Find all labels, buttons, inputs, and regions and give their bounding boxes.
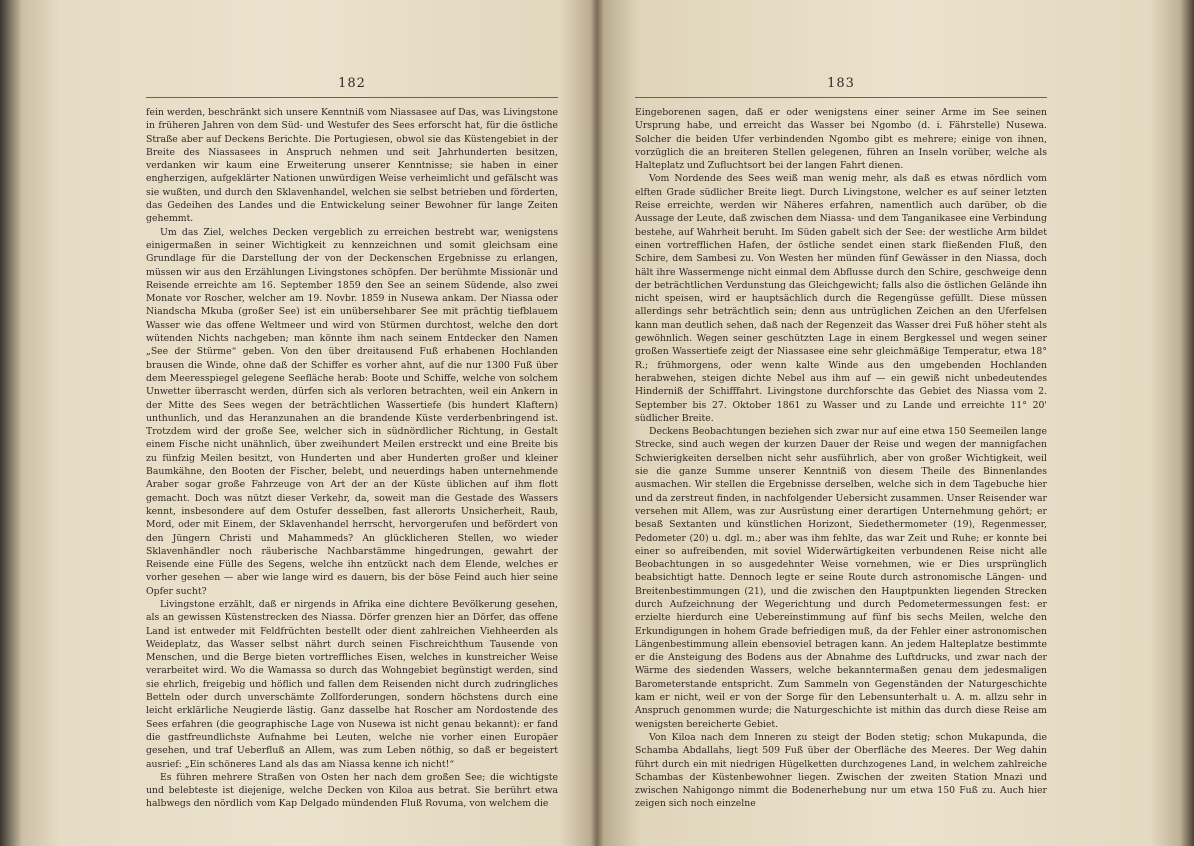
left-paragraph-1: fein werden, beschränkt sich unsere Kenntniß vom Niassasee auf Das, was Livingstone in früheren Jahren von dem Süd- und Westufer des Sees erforscht hat, für die östliche Straße aber auf Deckens Berichte. Die Portugiesen, obwol sie das Küstengebiet in der Breite des Niassasees in Anspruch nehmen und seit Jahrhunderten besitzen, verdanken wir kaum eine Erweiterung unserer Kenntnisse; sie haben in einer engherzigen, aufgeklärter Nationen unwürdigen Weise verheimlicht und gefälscht was sie wußten, und durch den Sklavenhandel, welchen sie selbst betrieben und förderten, das Gedeihen des Landes und die Entwickelung seiner Bewohner für lange Zeiten gehemmt. [146,107,558,225]
book-gutter [590,0,604,846]
right-paragraph-2: Vom Nordende des Sees weiß man wenig mehr, als daß es etwas nördlich vom elften Grade südlicher Breite liegt. Durch Livingstone, welcher es auf seiner letzten Reise erreichte, werden wir Näheres erfahren, namentlich auch darüber, ob die Aussage der Leute, daß zwischen dem Niassa- und dem Tanganikasee eine Verbindung bestehe, auf Wahrheit beruht. Im Süden gabelt sich der See: der westliche Arm bildet einen vortrefflichen Hafen, der östliche sendet einen stark fließenden Fluß, den Schire, dem Sambesi zu. Von Westen her münden fünf Gewässer in den Niassa, doch hält ihre Wassermenge nicht einmal dem Abflusse durch den Schire, geschweige denn der beträchtlichen Verdunstung das Gleichgewicht; falls also die östlichen Gelände ihn nicht speisen, wird er hauptsächlich durch die Regengüsse gefüllt. Diese müssen allerdings sehr beträchtlich sein; denn aus untrüglichen Zeichen an den Uferfelsen kann man deutlich sehen, daß nach der Regenzeit das Wasser drei Fuß höher steht als gewöhnlich. Wegen seiner geschützten Lage in einem Bergkessel und wegen seiner großen Wassertiefe zeigt der Niassasee eine sehr gleichmäßige Temperatur, etwa 18° R.; frühmorgens, oder wenn kalte Winde aus den umgebenden Hochlanden herabwehen, steigen dichte Nebel aus ihm auf — ein gewiß nicht unbedeutendes Hinderniß der Schifffahrt. Livingstone durchforschte das Gebiet des Niassa vom 2. September bis 27. Oktober 1861 zu Wasser und zu Lande und erreichte 11° 20' südlicher Breite. [635,173,1047,424]
right-paragraph-3: Deckens Beobachtungen beziehen sich zwar nur auf eine etwa 150 Seemeilen lange Strecke, sind auch wegen der kurzen Dauer der Reise und wegen der mannigfachen Schwierigkeiten derselben nicht sehr ausführlich, aber von großer Wichtigkeit, weil sie die ganze Summe unserer Kenntniß von diesem Theile des Binnenlandes ausmachen. Wir stellen die Ergebnisse derselben, welche sich in dem Tagebuche hier und da zerstreut finden, in nachfolgender Uebersicht zusammen. Unser Reisender war versehen mit Allem, was zur Ausrüstung einer derartigen Unternehmung gehört; er besaß Sextanten und künstlichen Horizont, Siedethermometer (19), Regenmesser, Pedometer (20) u. dgl. m.; aber was ihm fehlte, das war Zeit und Ruhe; er konnte bei einer so aufreibenden, mit soviel Widerwärtigkeiten verbundenen Reise nicht alle Beobachtungen in so ausgedehnter Weise vornehmen, wie er Dies ursprünglich beabsichtigt hatte. Dennoch legte er seine Route durch astronomische Längen- und Breitenbestimmungen (21), und die zwischen den Hauptpunkten liegenden Strecken durch Aufzeichnung der Wegerichtung und durch Pedometermessungen fest: er erzielte hierdurch eine Uebereinstimmung auf fünf bis sechs Meilen, welche den Erkundigungen in hohem Grade befriedigen muß, da der Fehler einer astronomischen Längenbestimmung allein ebensoviel betragen kann. An jedem Halteplatze bestimmte er die Ansteigung des Bodens aus der Abnahme des Luftdrucks, und zwar nach der Wärme des siedenden Wassers, welche bekanntermaßen genau dem jedesmaligen Barometerstande entspricht. Zum Sammeln von Gegenständen der Naturgeschichte kam er nicht, weil er von der Sorge für den Lebensunterhalt u. A. m. allzu sehr in Anspruch genommen wurde; die Naturgeschichte ist mithin das durch diese Reise am wenigsten bereicherte Gebiet. [635,426,1047,730]
right-paragraph-1: Eingeborenen sagen, daß er oder wenigstens einer seiner Arme im See seinen Ursprung habe, und erreicht das Wasser bei Ngombo (d. i. Fährstelle) Nusewa. Solcher die beiden Ufer verbindenden Ngombo gibt es mehrere; einige von ihnen, vorzüglich die an breiteren Stellen gelegenen, führen an Inseln vorüber, welche als Halteplatz und Zufluchtsort bei der langen Fahrt dienen. [635,107,1047,172]
right-page [635,76,1047,811]
left-page [146,76,558,811]
left-paragraph-3: Livingstone erzählt, daß er nirgends in Afrika eine dichtere Bevölkerung gesehen, als an gewissen Küstenstrecken des Niassa. Dörfer grenzen hier an Dörfer, das offene Land ist entweder mit Feldfrüchten bestellt oder dient zahlreichen Viehheerden als Weideplatz, das Wasser selbst nährt durch seinen Fischreichthum Tausende von Menschen, und die Berge bieten vortreffliches Eisen, welches in kunstreicher Weise verarbeitet wird. Wo die Wamassa so durch das Wohngebiet begünstigt werden, sind sie ehrlich, freigebig und höflich und fallen dem Reisenden nicht durch zudringliches Betteln oder durch unverschämte Zollforderungen, sondern höchstens durch eine leicht erklärliche Neugierde lästig. Ganz dasselbe hat Roscher am Nordostende des Sees erfahren (die geographische Lage von Nusewa ist nicht genau bekannt): er fand die gastfreundlichste Aufnahme bei Leuten, welche nie vorher einen Europäer gesehen, und traf Ueberfluß an Allem, was zum Leben nöthig, so daß er begeistert ausrief: „Ein schöneres Land als das am Niassa kenne ich nicht!“ [146,598,558,770]
left-paragraph-4: Es führen mehrere Straßen von Osten her nach dem großen See; die wichtigste und belebteste ist diejenige, welche Decken von Kiloa aus betrat. Sie berührt etwa halbwegs den nördlich vom Kap Delgado mündenden Fluß Rovuma, von welchem die [146,771,558,810]
right-paragraph-4: Von Kiloa nach dem Inneren zu steigt der Boden stetig; schon Mukapunda, die Schamba Abdallahs, liegt 509 Fuß über der Oberfläche des Meeres. Der Weg dahin führt durch ein mit niedrigen Hügelketten durchzogenes Land, in welchem zahlreiche Schambas der Küstenbewohner liegen. Zwischen der zweiten Station Mnazi und zwischen Nahigongo nimmt die Bodenerhebung nur um etwa 150 Fuß zu. Auch hier zeigen sich noch einzelne [635,731,1047,810]
right-page-number: 183 [635,76,1047,98]
left-page-number: 182 [146,76,558,98]
left-paragraph-2: Um das Ziel, welches Decken vergeblich zu erreichen bestrebt war, wenigstens einigermaßen in seiner Wichtigkeit zu kennzeichnen und somit gleichsam eine Grundlage für die Darstellung der von der Deckenschen Ergebnisse zu erlangen, müssen wir aus den Erzählungen Livingstones schöpfen. Der berühmte Missionär und Reisende erreichte am 16. September 1859 den See an seinem Südende, also zwei Monate vor Roscher, welcher am 19. Novbr. 1859 in Nusewa ankam. Der Niassa oder Niandscha Mkuba (großer See) ist ein unübersehbarer See mit prächtig tiefblauem Wasser wie das offene Weltmeer und wird von Stürmen durchtost, welche den dort wütenden Nichts nachgeben; man könnte ihm nach seinem Entdecker den Namen „See der Stürme“ geben. Von den über dreitausend Fuß erhabenen Hochlanden brausen die Winde, ohne daß der Schiffer es vorher ahnt, auf die nur 1300 Fuß über dem Meeresspiegel gelegene Seefläche herab: Boote und Schiffe, welche von solchem Unwetter überrascht werden, dürfen sich als verloren betrachten, weil ein Ankern in der Mitte des Sees wegen der beträchtlichen Wassertiefe (bis hundert Klaftern) unthunlich, und das Heranzunahen an die brandende Küste verderbenbringend ist. Trotzdem wird der große See, welcher sich in südnördlicher Richtung, in Gestalt einem Fische nicht unähnlich, über zweihundert Meilen erstreckt und eine Breite bis zu fünfzig Meilen besitzt, von Hunderten und aber Hunderten großer und kleiner Baumkähne, den Booten der Fischer, belebt, und neuerdings haben unternehmende Araber sogar große Fahrzeuge von Art der an der Küste üblichen auf ihm flott gemacht. Doch was nützt dieser Verkehr, da, soweit man die Gestade des Wassers kennt, insbesondere auf dem Ostufer desselben, fast allerorts Unsicherheit, Raub, Mord, oder mit Einem, der Sklavenhandel herrscht, hervorgerufen und befördert von den Jüngern Christi und Mahammeds? An glücklicheren Stellen, wo wieder Sklavenhändler noch räuberische Nachbarstämme hingedrungen, gewahrt der Reisende eine Fülle des Segens, welche ihn entzückt nach dem Elende, welches er vorher gesehen — aber wie lange wird es dauern, bis der böse Feind auch hier seine Opfer sucht? [146,226,558,597]
